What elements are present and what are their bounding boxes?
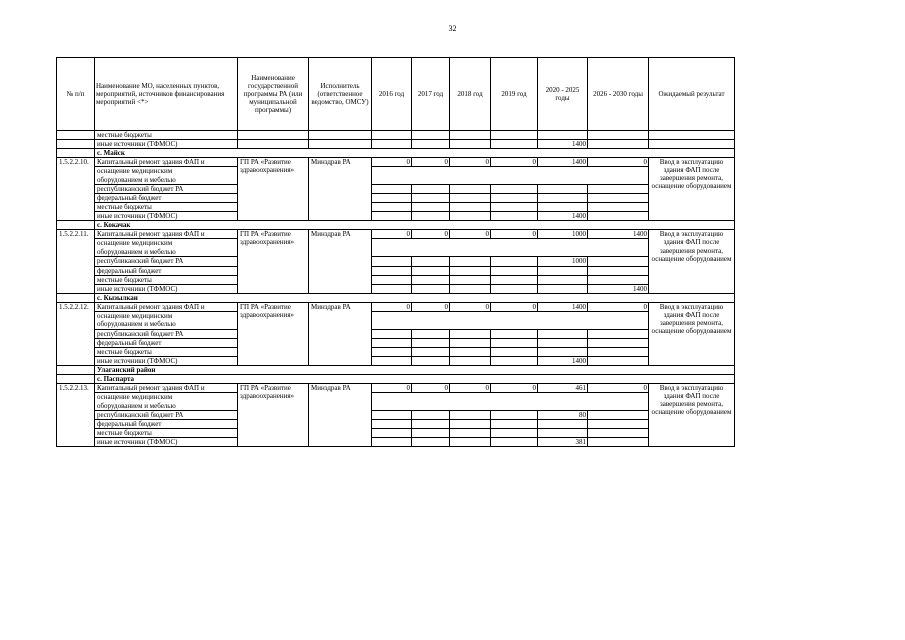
table-row <box>57 203 735 212</box>
table-row <box>57 302 735 311</box>
value-2020-2025: 1400 <box>538 140 588 149</box>
value-2016: 0 <box>372 230 412 239</box>
measure-id: 1.5.2.2.12. <box>57 302 95 365</box>
source-label: иные источники (ТФМОС) <box>95 140 238 149</box>
table-row: оснащение медицинским <box>57 239 735 248</box>
table-row: иные источники (ТФМОС) 381 <box>57 438 735 447</box>
table-row <box>57 230 735 239</box>
value-2017: 0 <box>412 302 450 311</box>
source-label: иные источники (ТФМОС) <box>95 356 238 365</box>
source-label: местные бюджеты <box>95 275 238 284</box>
value-2026-2030: 0 <box>588 158 649 167</box>
value-2016: 0 <box>372 384 412 393</box>
header-name: Наименование МО, населенных пунктов, мероприятий, источников финансирования мероприятий <*> <box>95 58 238 131</box>
table-header <box>57 58 735 131</box>
measure-name: Капитальный ремонт здания ФАП и <box>95 158 238 167</box>
value-2018: 0 <box>450 158 491 167</box>
table-row <box>57 131 735 140</box>
value-2017: 0 <box>412 384 450 393</box>
executor-name: Минздрав РА <box>309 384 372 447</box>
value-2026-2030: 1400 <box>588 230 649 239</box>
value-2020-2025: 1400 <box>538 158 588 167</box>
table-row <box>57 140 735 149</box>
table-row <box>57 329 735 338</box>
value-2026-2030: 0 <box>588 302 649 311</box>
measure-id: 1.5.2.2.13. <box>57 384 95 447</box>
source-label: республиканский бюджет РА <box>95 257 238 266</box>
table-row: оборудованием и мебелью <box>57 320 735 329</box>
header-program: Наименование государственной программы РА (или муниципальной программы) <box>238 58 309 131</box>
value-2018: 0 <box>450 302 491 311</box>
source-label: республиканский бюджет РА <box>95 185 238 194</box>
program-name: ГП РА «Развитие здравоохранения» <box>238 302 309 365</box>
table-row <box>57 194 735 203</box>
location-name: с. Майск <box>95 149 735 158</box>
table-row: иные источники (ТФМОС) 1400 <box>57 356 735 365</box>
value-2017: 0 <box>412 158 450 167</box>
measure-name: Капитальный ремонт здания ФАП и <box>95 230 238 239</box>
header-executor: Исполнитель (ответственное ведомство, ОМСУ) <box>309 58 372 131</box>
value-2018: 0 <box>450 384 491 393</box>
value-2026-2030: 0 <box>588 384 649 393</box>
source-label: местные бюджеты <box>95 131 238 140</box>
value-2018: 0 <box>450 230 491 239</box>
source-label: республиканский бюджет РА <box>95 411 238 420</box>
source-label: иные источники (ТФМОС) <box>95 438 238 447</box>
table-row: иные источники (ТФМОС) 1400 <box>57 284 735 293</box>
source-label: федеральный бюджет <box>95 194 238 203</box>
executor-name: Минздрав РА <box>309 302 372 365</box>
value-2019: 0 <box>491 384 538 393</box>
table-row: оборудованием и мебелью <box>57 248 735 257</box>
header-2017: 2017 год <box>412 58 450 131</box>
source-label: местные бюджеты <box>95 347 238 356</box>
location-row <box>57 293 735 302</box>
header-2016: 2016 год <box>372 58 412 131</box>
source-label: республиканский бюджет РА <box>95 329 238 338</box>
page-number: 32 <box>448 24 457 33</box>
source-label: иные источники (ТФМОС) <box>95 284 238 293</box>
table-row: республиканский бюджет РА 1000 <box>57 257 735 266</box>
source-label: местные бюджеты <box>95 203 238 212</box>
value-2020-2025: 461 <box>538 384 588 393</box>
value-2019: 0 <box>491 158 538 167</box>
executor-name: Минздрав РА <box>309 230 372 293</box>
location-name: с. Кызылкан <box>95 293 735 302</box>
table-row <box>57 266 735 275</box>
table-row <box>57 429 735 438</box>
measure-id: 1.5.2.2.10. <box>57 158 95 221</box>
district-name: Улаганский район <box>95 365 735 374</box>
table-body <box>57 131 735 447</box>
source-label: местные бюджеты <box>95 429 238 438</box>
table-row: оснащение медицинским <box>57 311 735 320</box>
value-2019: 0 <box>491 302 538 311</box>
header-2018: 2018 год <box>450 58 491 131</box>
header-2026-2030: 2026 - 2030 годы <box>588 58 649 131</box>
source-label: федеральный бюджет <box>95 420 238 429</box>
location-row <box>57 374 735 383</box>
measures-table <box>56 57 735 447</box>
program-name: ГП РА «Развитие здравоохранения» <box>238 158 309 221</box>
expected-result: Ввод в эксплуатацию здания ФАП после завершения ремонта, оснащение оборудованием <box>649 384 735 447</box>
source-label: иные источники (ТФМОС) <box>95 212 238 221</box>
value-2019: 0 <box>491 230 538 239</box>
table-row: оборудованием и мебелью <box>57 402 735 411</box>
table-row: оснащение медицинским <box>57 393 735 402</box>
table-row <box>57 384 735 393</box>
value-2016: 0 <box>372 158 412 167</box>
source-label: федеральный бюджет <box>95 266 238 275</box>
program-name: ГП РА «Развитие здравоохранения» <box>238 230 309 293</box>
expected-result: Ввод в эксплуатацию здания ФАП после завершения ремонта, оснащение оборудованием <box>649 302 735 365</box>
expected-result: Ввод в эксплуатацию здания ФАП после завершения ремонта, оснащение оборудованием <box>649 158 735 221</box>
location-row <box>57 221 735 230</box>
header-2019: 2019 год <box>491 58 538 131</box>
location-name: с. Паспарта <box>95 374 735 383</box>
value-2016: 0 <box>372 302 412 311</box>
value-2020-2025: 1400 <box>538 302 588 311</box>
district-row <box>57 365 735 374</box>
expected-result: Ввод в эксплуатацию здания ФАП после завершения ремонта, оснащение оборудованием <box>649 230 735 293</box>
header-num: № п/п <box>57 58 95 131</box>
table-row: иные источники (ТФМОС) 1400 <box>57 212 735 221</box>
table-row <box>57 275 735 284</box>
table-row <box>57 158 735 167</box>
program-name: ГП РА «Развитие здравоохранения» <box>238 384 309 447</box>
header-2020-2025: 2020 - 2025 годы <box>538 58 588 131</box>
table-row <box>57 420 735 429</box>
table-row <box>57 185 735 194</box>
location-row <box>57 149 735 158</box>
table-row: республиканский бюджет РА 80 <box>57 411 735 420</box>
measure-name: Капитальный ремонт здания ФАП и <box>95 302 238 311</box>
measure-name: Капитальный ремонт здания ФАП и <box>95 384 238 393</box>
header-result: Ожидаемый результат <box>649 58 735 131</box>
table-row: оснащение медицинским <box>57 167 735 176</box>
value-2020-2025: 1000 <box>538 230 588 239</box>
source-label: федеральный бюджет <box>95 338 238 347</box>
table-row: оборудованием и мебелью <box>57 176 735 185</box>
executor-name: Минздрав РА <box>309 158 372 221</box>
measure-id: 1.5.2.2.11. <box>57 230 95 293</box>
table-row <box>57 338 735 347</box>
table-row <box>57 347 735 356</box>
location-name: с. Кокачак <box>95 221 735 230</box>
value-2017: 0 <box>412 230 450 239</box>
